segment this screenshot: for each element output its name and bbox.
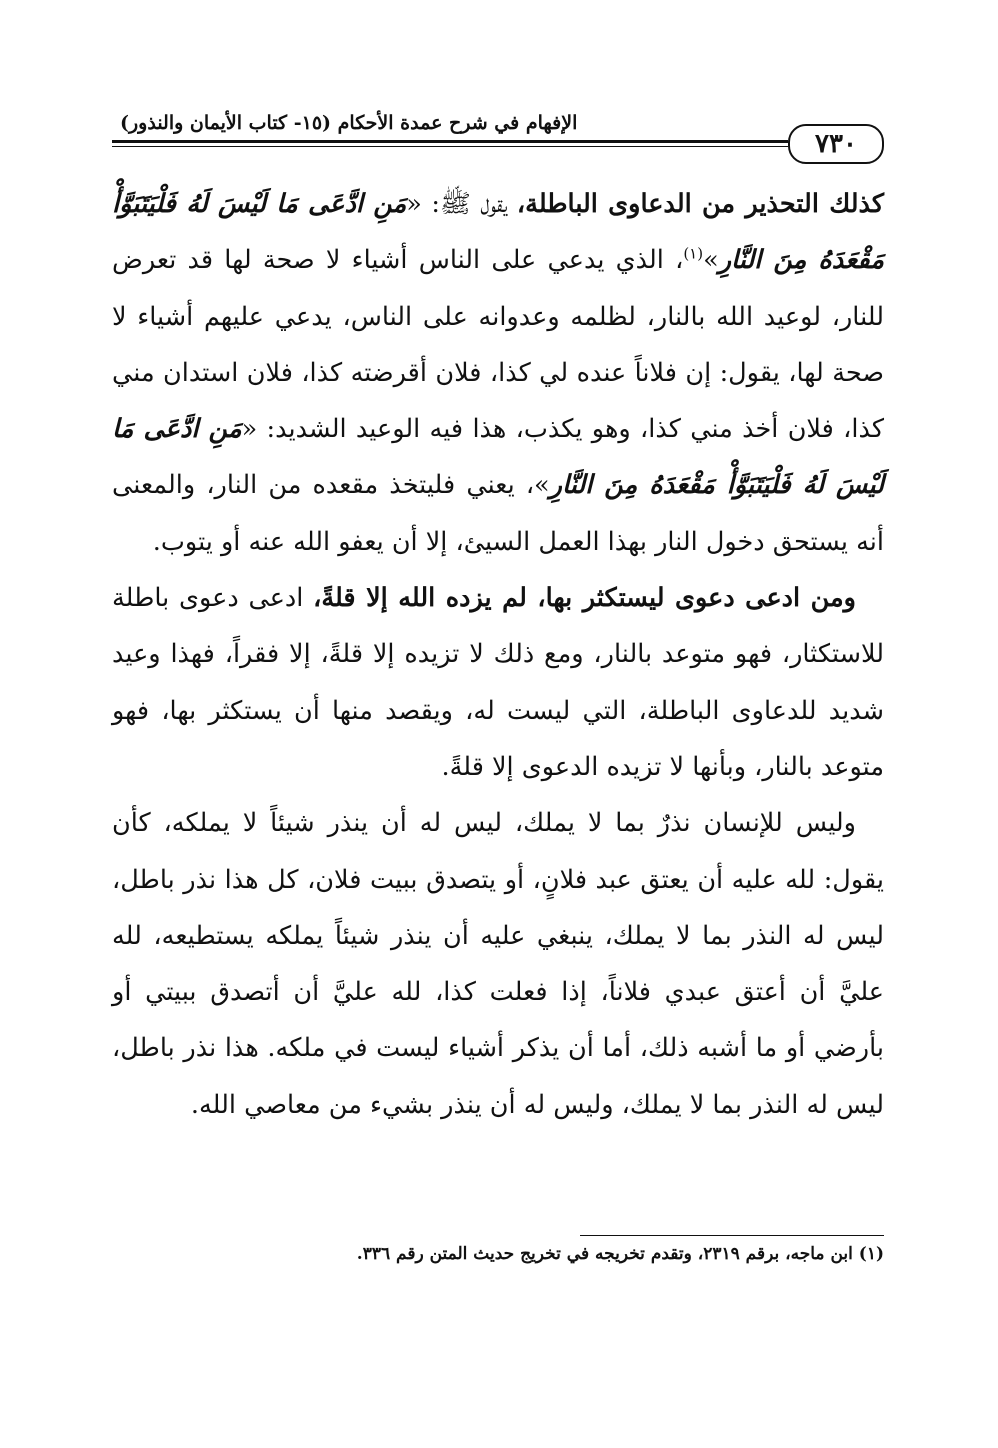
footnote-separator bbox=[580, 1235, 884, 1236]
text-span: وليس للإنسان نذرٌ بما لا يملك، ليس له أن ينذر شيئاً لا يملكه، كأن يقول: لله عليه أن يعتق عبد فلانٍ، أو يتصدق ببيت فلان، كل هذا نذر باطل، ليس له النذر بما لا يملك، ينبغي عليه أن ينذر شيئاً يملكه يستطيعه، لله عليَّ أن أعتق عبدي فلاناً، إذا فعلت كذا، لله عليَّ أن أتصدق ببيتي أو بأرضي أو ما أشبه ذلك، أما أن يذكر أشياء ليست في ملكه. هذا نذر باطل، ليس له النذر بما لا يملك، وليس له أن ينذر بشيء من معاصي الله. bbox=[112, 808, 884, 1120]
text-span: » bbox=[703, 245, 719, 276]
paragraph-2 bbox=[112, 570, 884, 795]
running-title: الإفهام في شرح عمدة الأحكام (١٥- كتاب الأيمان والنذور) bbox=[120, 112, 578, 134]
lead-phrase: ومن ادعى دعوى ليستكثر بها، لم يزده الله إلا قلةً، bbox=[313, 583, 856, 614]
hadith-quote: مَنِ ادَّعَى مَا لَيْسَ لَهُ فَلْيَتَبَوَّأْ مَقْعَدَهُ مِنَ النَّارِ bbox=[112, 414, 884, 501]
hadith-quote: مَنِ ادَّعَى مَا لَيْسَ لَهُ فَلْيَتَبَوَّأْ مَقْعَدَهُ مِنَ النَّارِ bbox=[112, 189, 884, 276]
paragraph-1 bbox=[112, 176, 884, 570]
lead-phrase: كذلك التحذير من الدعاوى الباطلة، bbox=[516, 189, 884, 219]
main-text bbox=[112, 176, 884, 1133]
header-rule-thick bbox=[112, 140, 788, 143]
text-span: يقول ﷺ: « bbox=[406, 189, 517, 219]
footnote-ref[interactable]: (١) bbox=[683, 244, 704, 263]
text-span: ادعى دعوى باطلة للاستكثار، فهو متوعد بالنار، ومع ذلك لا تزيده إلا قلةً، إلا فقراً، فهذا وعيد شديد للدعاوى الباطلة، التي ليست له، ويقصد منها أن يستكثر بها، فهو متوعد بالنار، وبأنها لا تزيده الدعوى إلا قلةً. bbox=[112, 583, 884, 782]
page-header bbox=[112, 110, 884, 158]
text-span: »، يعني فليتخذ مقعده من النار، والمعنى أنه يستحق دخول النار بهذا العمل السيئ، إلا أن يعفو الله عنه أو يتوب. bbox=[112, 470, 884, 557]
paragraph-3 bbox=[112, 795, 884, 1133]
page-number: ٧٣٠ bbox=[788, 124, 884, 164]
text-span: ، الذي يدعي على الناس أشياء لا صحة لها قد تعرض للنار، لوعيد الله بالنار، لظلمه وعدوانه على الناس، يدعي عليهم أشياء لا صحة لها، يقول: إن فلاناً عنده لي كذا، فلان أقرضته كذا، فلان استدان مني كذا، فلان أخذ مني كذا، وهو يكذب، هذا فيه الوعيد الشديد: « bbox=[112, 245, 884, 445]
footnote: (١) ابن ماجه، برقم ٢٣١٩، وتقدم تخريجه في تخريج حديث المتن رقم ٣٣٦. bbox=[356, 1244, 884, 1264]
header-rule-thin bbox=[112, 146, 788, 147]
